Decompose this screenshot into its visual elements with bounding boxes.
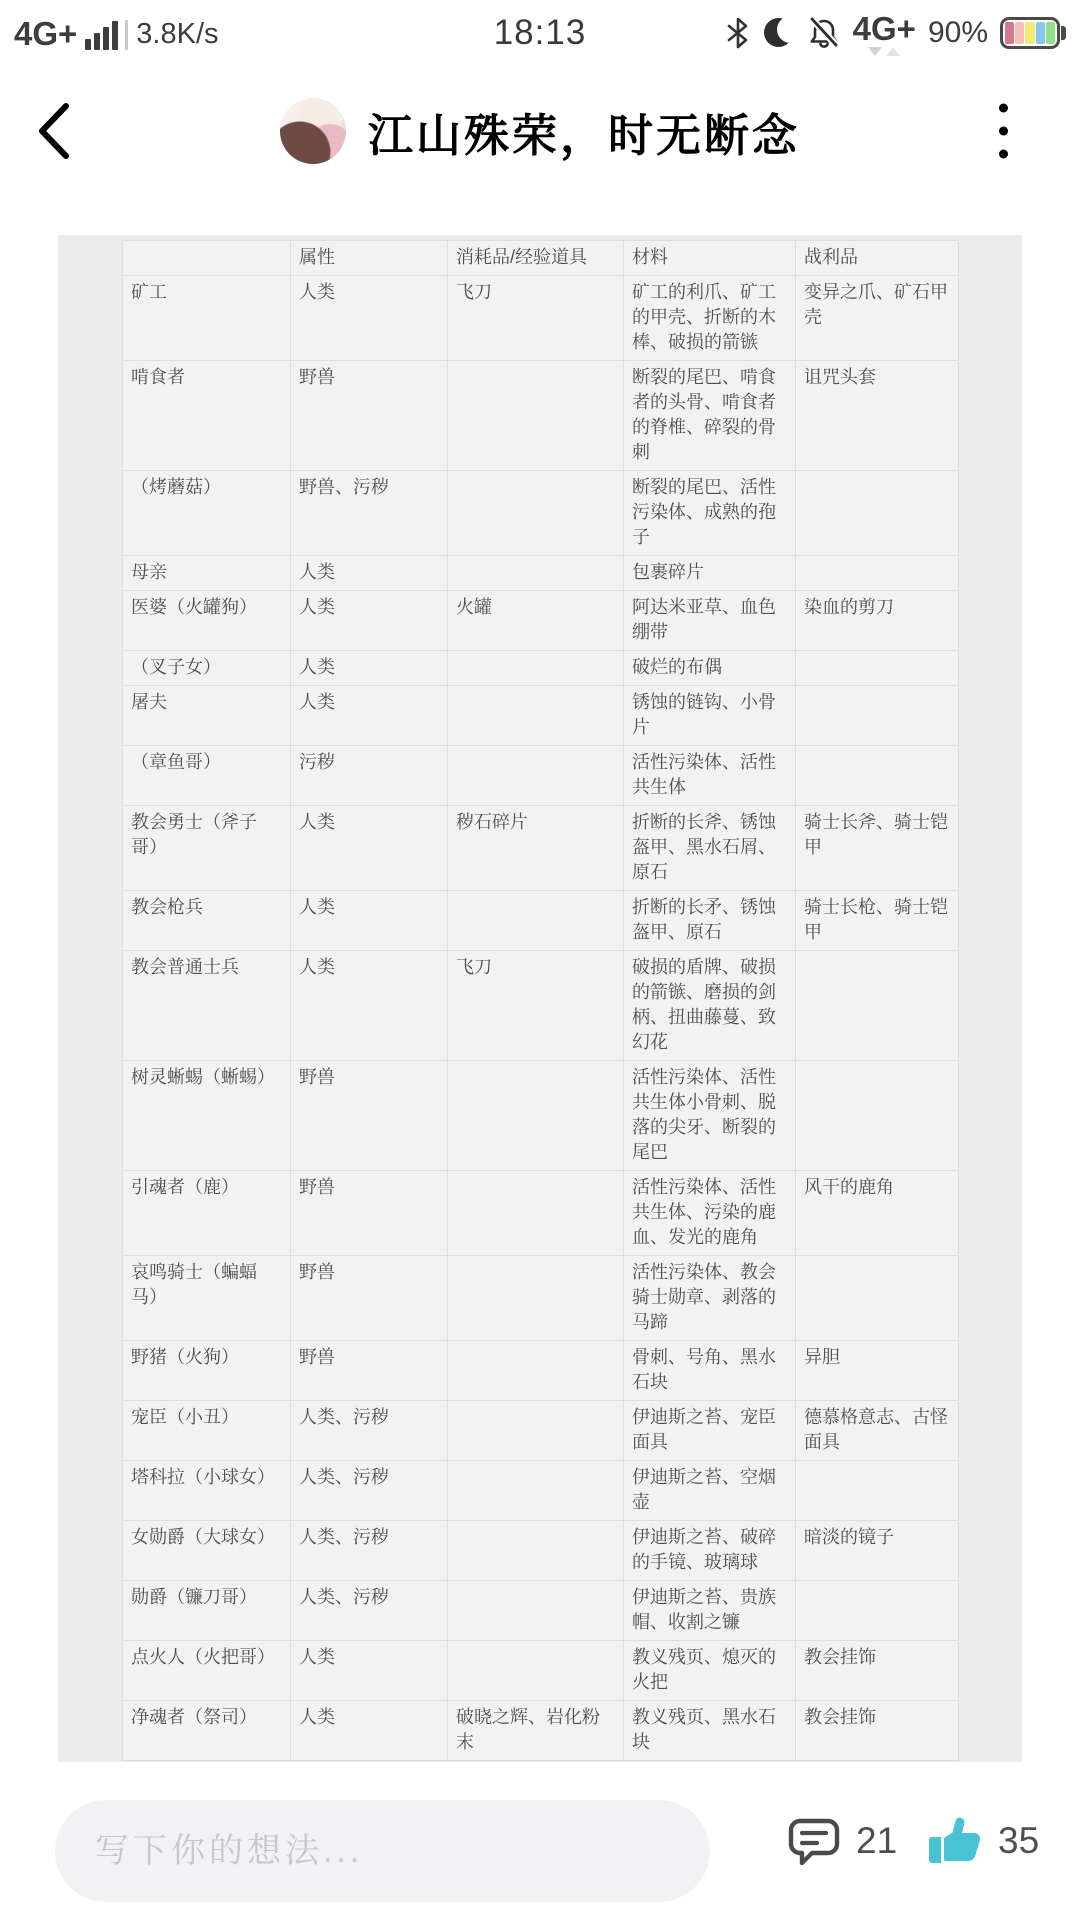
table-row (123, 951, 959, 1061)
table-row (123, 651, 959, 686)
table-cell (448, 1341, 624, 1401)
table-cell (448, 1521, 624, 1581)
table-cell: （叉子女） (123, 651, 291, 686)
table-cell: 人类 (291, 276, 448, 361)
table-cell (448, 686, 624, 746)
table-row (123, 746, 959, 806)
network-speed: 3.8K/s (136, 17, 219, 50)
table-cell: 野兽 (291, 1061, 448, 1171)
table-cell: 人类 (291, 591, 448, 651)
table-cell: 人类 (291, 556, 448, 591)
like-count: 35 (998, 1820, 1040, 1861)
table-cell: 包裹碎片 (624, 556, 796, 591)
table-cell: 矿工的利爪、矿工的甲壳、折断的木棒、破损的箭镞 (624, 276, 796, 361)
table-cell (448, 556, 624, 591)
table-cell (796, 556, 959, 591)
table-cell: 活性污染体、活性共生体小骨刺、脱落的尖牙、断裂的尾巴 (624, 1061, 796, 1171)
loot-table-body (123, 276, 959, 1761)
table-cell: 活性污染体、教会骑士勋章、剥落的马蹄 (624, 1256, 796, 1341)
table-cell (796, 1461, 959, 1521)
network-type-right: 4G+ (853, 12, 916, 55)
table-cell: 污秽 (291, 746, 448, 806)
table-cell: 净魂者（祭司） (123, 1701, 291, 1761)
table-cell (448, 1171, 624, 1256)
table-cell: 宠臣（小丑） (123, 1401, 291, 1461)
column-header: 战利品 (796, 241, 959, 276)
battery-percent: 90% (927, 16, 988, 49)
table-cell (796, 1256, 959, 1341)
table-cell: 树灵蜥蜴（蜥蜴） (123, 1061, 291, 1171)
table-cell (448, 1581, 624, 1641)
table-cell: 教会枪兵 (123, 891, 291, 951)
back-icon (35, 102, 73, 160)
table-cell (448, 1461, 624, 1521)
nav-bar (0, 66, 1080, 196)
table-cell: 教义残页、黑水石块 (624, 1701, 796, 1761)
table-cell (448, 746, 624, 806)
table-cell: 活性污染体、活性共生体 (624, 746, 796, 806)
loot-table-head (123, 241, 959, 276)
table-cell: 骑士长斧、骑士铠甲 (796, 806, 959, 891)
table-cell: 教会挂饰 (796, 1641, 959, 1701)
table-row (123, 1341, 959, 1401)
table-cell (448, 891, 624, 951)
table-cell (796, 1581, 959, 1641)
table-cell: 异胆 (796, 1341, 959, 1401)
back-button[interactable] (28, 99, 80, 163)
table-cell: 教会勇士（斧子哥） (123, 806, 291, 891)
table-cell (448, 471, 624, 556)
table-cell: 勋爵（镰刀哥） (123, 1581, 291, 1641)
signal-bars-icon (85, 20, 128, 50)
table-cell: 伊迪斯之苔、贵族帽、收割之镰 (624, 1581, 796, 1641)
table-cell: 教会普通士兵 (123, 951, 291, 1061)
table-row (123, 1171, 959, 1256)
table-cell: 人类 (291, 951, 448, 1061)
table-row (123, 806, 959, 891)
table-cell (448, 651, 624, 686)
table-cell: 野猪（火狗） (123, 1341, 291, 1401)
table-cell: 野兽 (291, 1256, 448, 1341)
table-cell: 暗淡的镜子 (796, 1521, 959, 1581)
column-header: 属性 (291, 241, 448, 276)
table-cell: 人类 (291, 1701, 448, 1761)
table-cell (796, 651, 959, 686)
table-cell: 屠夫 (123, 686, 291, 746)
table-cell (796, 686, 959, 746)
table-cell: 野兽 (291, 1341, 448, 1401)
post-image (58, 235, 1022, 1762)
table-cell: 变异之爪、矿石甲壳 (796, 276, 959, 361)
table-cell: 骑士长枪、骑士铠甲 (796, 891, 959, 951)
table-cell: 教会挂饰 (796, 1701, 959, 1761)
table-cell (448, 1401, 624, 1461)
table-row (123, 1521, 959, 1581)
table-cell: 骨刺、号角、黑水石块 (624, 1341, 796, 1401)
table-cell: 人类 (291, 651, 448, 686)
column-header: 消耗品/经验道具 (448, 241, 624, 276)
table-cell (796, 746, 959, 806)
table-cell: 人类、污秽 (291, 1581, 448, 1641)
table-cell: 断裂的尾巴、活性污染体、成熟的孢子 (624, 471, 796, 556)
table-cell: 矿工 (123, 276, 291, 361)
table-cell: 风干的鹿角 (796, 1171, 959, 1256)
table-row (123, 591, 959, 651)
table-cell: 母亲 (123, 556, 291, 591)
bluetooth-icon (725, 16, 751, 50)
table-cell (448, 361, 624, 471)
page-title: 江山殊荣，时无断念 (367, 109, 801, 161)
table-cell: 伊迪斯之苔、空烟壶 (624, 1461, 796, 1521)
clock: 18:13 (493, 13, 587, 52)
table-cell: 医婆（火罐狗） (123, 591, 291, 651)
column-header: 材料 (624, 241, 796, 276)
table-row (123, 1061, 959, 1171)
table-cell (796, 951, 959, 1061)
table-cell: 人类、污秽 (291, 1401, 448, 1461)
data-activity-arrows-icon (868, 47, 900, 55)
table-cell: 人类 (291, 1641, 448, 1701)
table-cell: 染血的剪刀 (796, 591, 959, 651)
table-cell: 塔科拉（小球女） (123, 1461, 291, 1521)
table-row (123, 1641, 959, 1701)
column-header (123, 241, 291, 276)
table-row (123, 1581, 959, 1641)
table-cell: 人类 (291, 686, 448, 746)
table-row (123, 361, 959, 471)
table-row (123, 891, 959, 951)
table-cell: 伊迪斯之苔、宠臣面具 (624, 1401, 796, 1461)
table-cell (448, 1256, 624, 1341)
status-bar (0, 0, 1080, 66)
table-row (123, 471, 959, 556)
header-row (123, 241, 959, 276)
table-cell: 活性污染体、活性共生体、污染的鹿血、发光的鹿角 (624, 1171, 796, 1256)
table-cell: 破烂的布偶 (624, 651, 796, 686)
table-cell: 人类、污秽 (291, 1521, 448, 1581)
table-cell: 锈蚀的链钩、小骨片 (624, 686, 796, 746)
table-cell: 破晓之辉、岩化粉末 (448, 1701, 624, 1761)
table-cell: 飞刀 (448, 276, 624, 361)
avatar[interactable] (280, 98, 346, 164)
table-cell: 人类 (291, 806, 448, 891)
table-cell: 教义残页、熄灭的火把 (624, 1641, 796, 1701)
table-cell (448, 1641, 624, 1701)
table-cell (796, 471, 959, 556)
comment-count: 21 (856, 1820, 898, 1861)
table-row (123, 1461, 959, 1521)
table-cell: （烤蘑菇） (123, 471, 291, 556)
table-cell: 野兽 (291, 1171, 448, 1256)
thumbs-up-icon (924, 1811, 984, 1871)
like-button[interactable] (924, 1762, 1039, 1920)
table-cell: 诅咒头套 (796, 361, 959, 471)
table-row (123, 1701, 959, 1761)
table-cell: 德慕格意志、古怪面具 (796, 1401, 959, 1461)
table-cell: 点火人（火把哥） (123, 1641, 291, 1701)
table-row (123, 556, 959, 591)
network-type-left: 4G+ (14, 14, 78, 52)
table-cell: 野兽 (291, 361, 448, 471)
table-cell: 秽石碎片 (448, 806, 624, 891)
comment-input[interactable] (55, 1800, 710, 1902)
table-cell: 女勋爵（大球女） (123, 1521, 291, 1581)
table-cell: 引魂者（鹿） (123, 1171, 291, 1256)
mute-bell-icon (807, 16, 841, 50)
table-cell: 破损的盾牌、破损的箭镞、磨损的剑柄、扭曲藤蔓、致幻花 (624, 951, 796, 1061)
table-row (123, 1401, 959, 1461)
table-cell: 野兽、污秽 (291, 471, 448, 556)
loot-table (122, 240, 959, 1761)
table-cell: 人类 (291, 891, 448, 951)
comment-bubble-icon (786, 1813, 842, 1869)
table-cell: 火罐 (448, 591, 624, 651)
table-cell (448, 1061, 624, 1171)
kebab-menu-button[interactable] (993, 98, 1014, 165)
table-cell: （章鱼哥） (123, 746, 291, 806)
table-cell: 阿达米亚草、血色绷带 (624, 591, 796, 651)
table-cell: 断裂的尾巴、啃食者的头骨、啃食者的脊椎、碎裂的骨刺 (624, 361, 796, 471)
comment-bar (0, 1762, 1080, 1920)
table-cell: 伊迪斯之苔、破碎的手镜、玻璃球 (624, 1521, 796, 1581)
table-row (123, 276, 959, 361)
table-cell: 哀鸣骑士（蝙蝠马） (123, 1256, 291, 1341)
table-cell: 飞刀 (448, 951, 624, 1061)
battery-icon (1000, 17, 1066, 49)
moon-icon (763, 17, 795, 49)
table-row (123, 1256, 959, 1341)
table-cell: 折断的长矛、锈蚀盔甲、原石 (624, 891, 796, 951)
table-row (123, 686, 959, 746)
table-cell (796, 1061, 959, 1171)
comment-button[interactable] (786, 1762, 897, 1920)
table-cell: 啃食者 (123, 361, 291, 471)
table-cell: 人类、污秽 (291, 1461, 448, 1521)
table-cell: 折断的长斧、锈蚀盔甲、黑水石屑、原石 (624, 806, 796, 891)
